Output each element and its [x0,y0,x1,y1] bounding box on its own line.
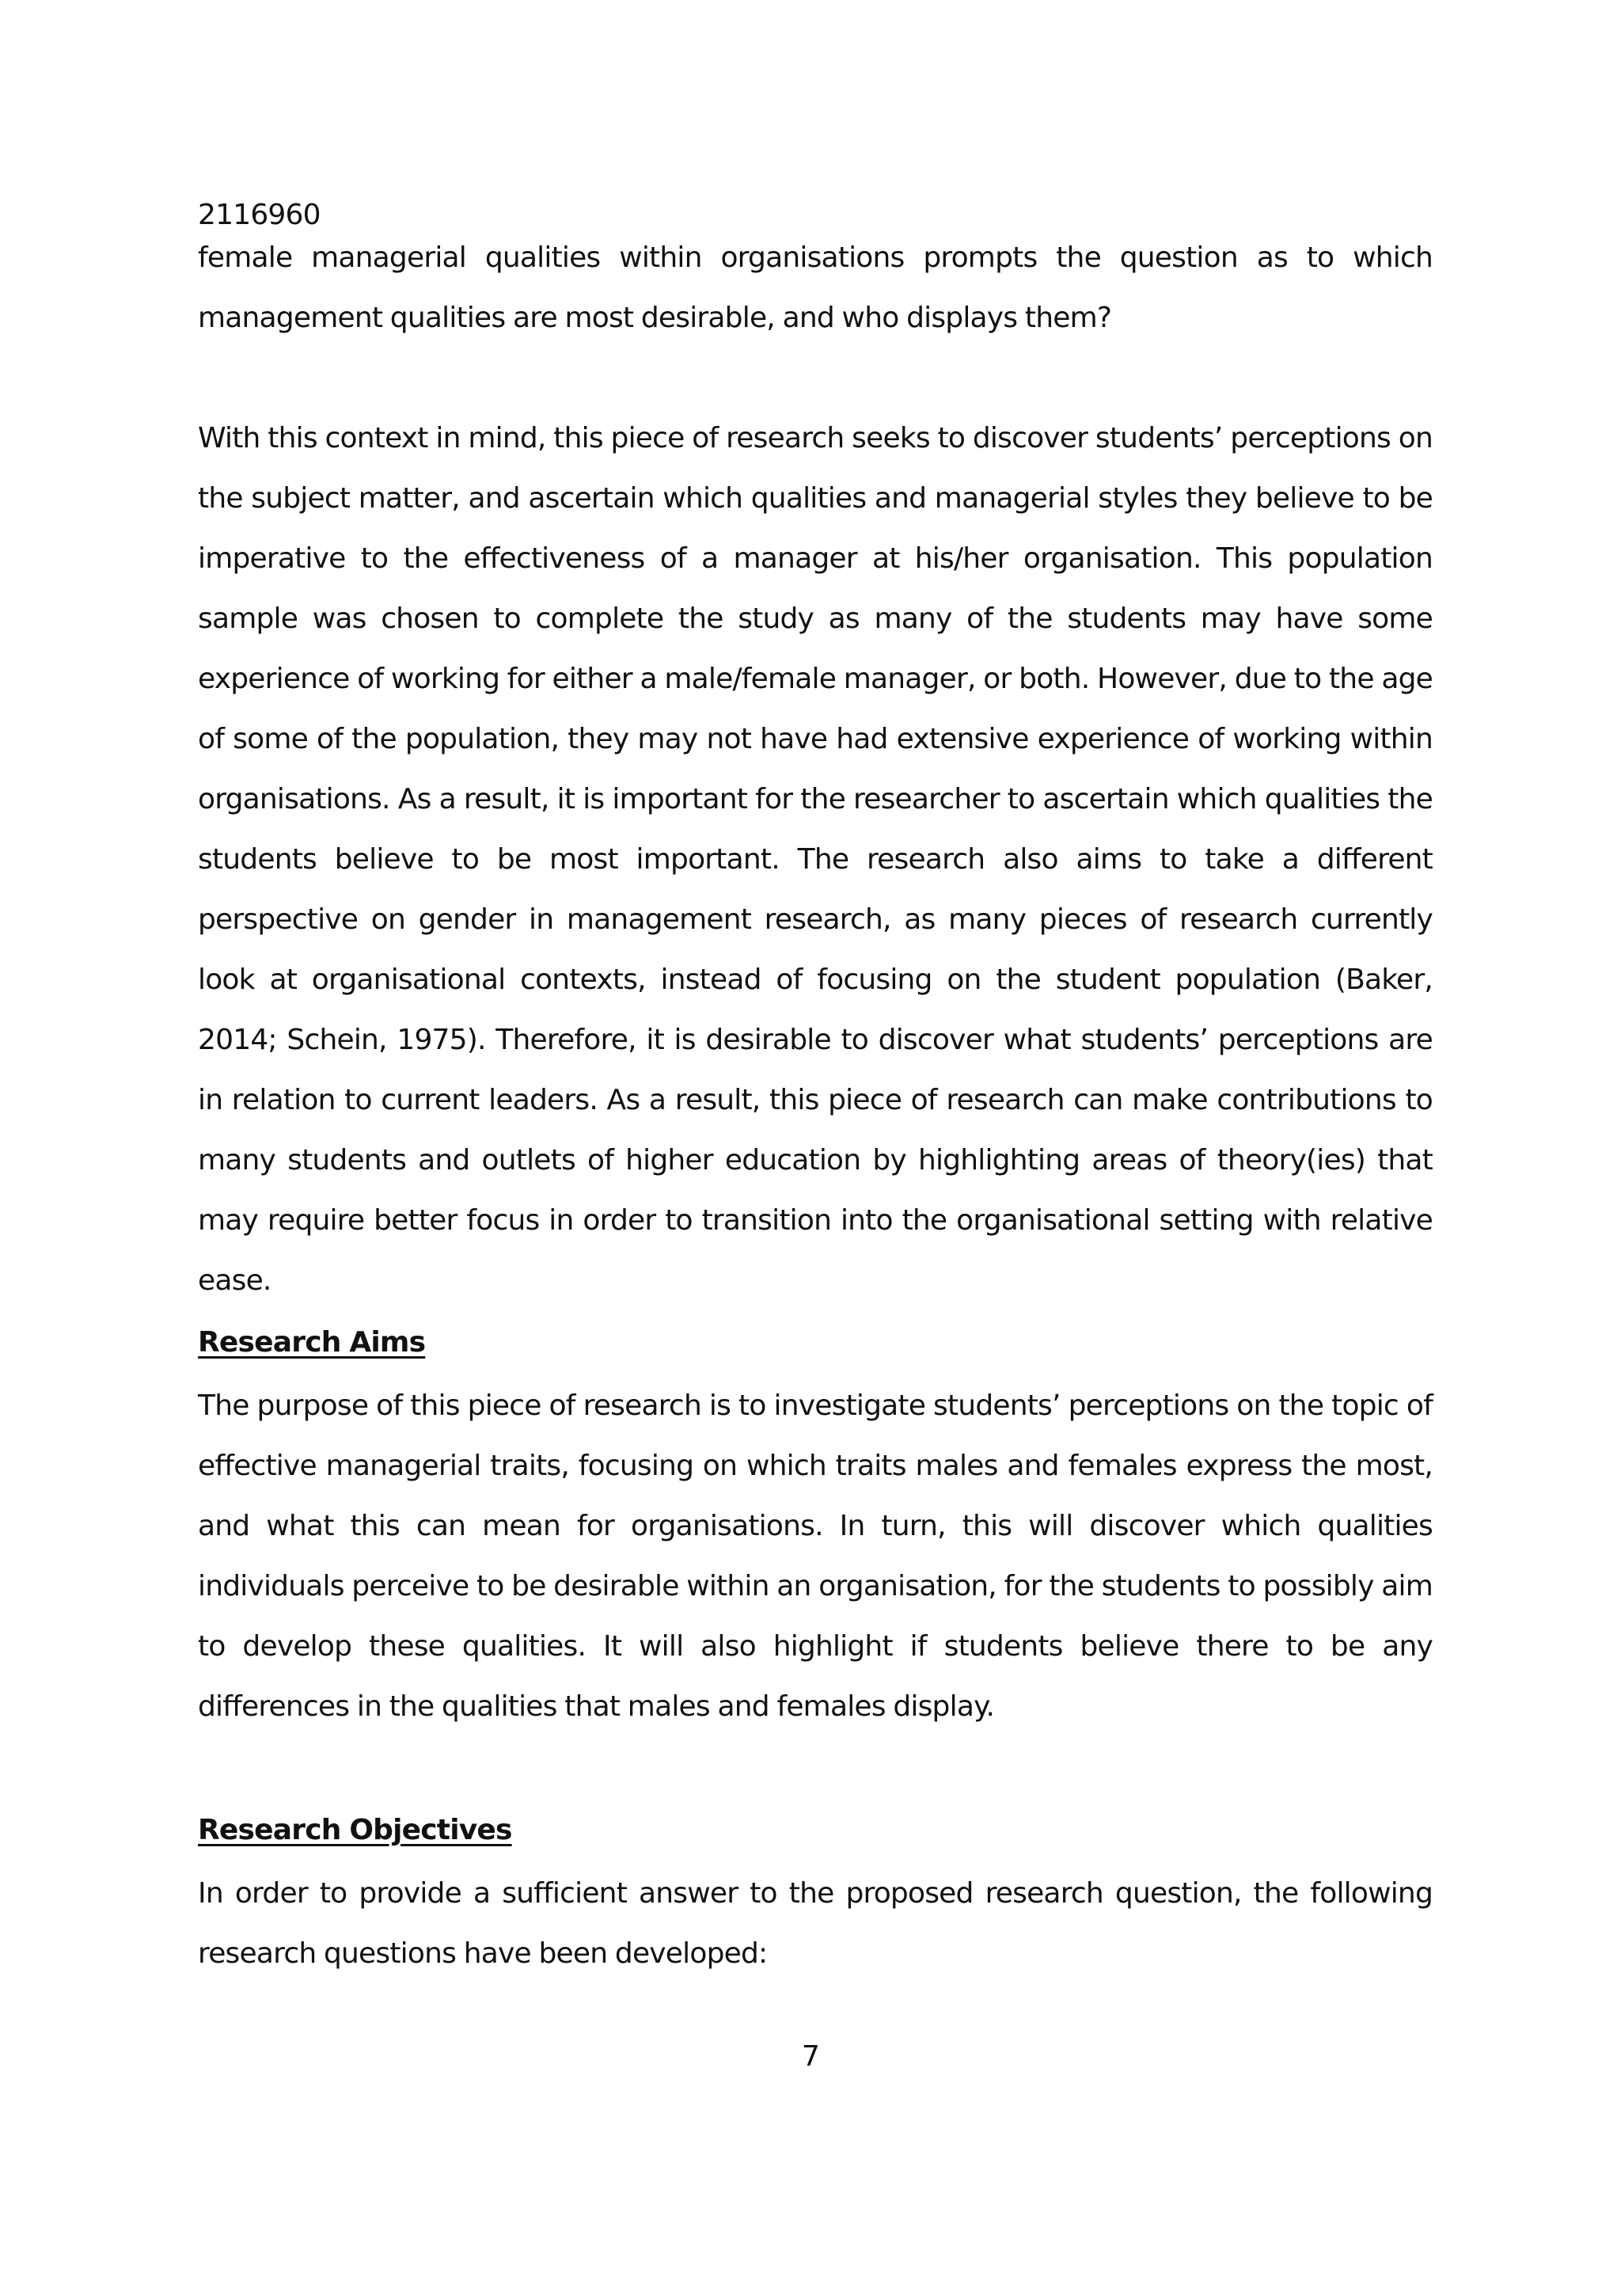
student-id: 2116960 [198,199,321,231]
paragraph-research-objectives: In order to provide a sufficient answer to the proposed research question, the following research questions have been developed: [198,1877,1433,1970]
paragraph-context: With this context in mind, this piece of research seeks to discover students’ perceptions on the subject matter, and ascertain which qualities and managerial styles they believe to be imperative to the effectiveness of a manager at his/her organisation. This population sample was chosen to complete the study as many of the students may have some experience of working for either a male/female manager, or both. However, due to the age of some of the population, they may not have had extensive experience of working within organisations. As a result, it is important for the researcher to ascertain which qualities the students believe to be most important. The research also aims to take a different perspective on gender in management research, as many pieces of research currently look at organisational contexts, instead of focusing on the student population (Baker, 2014; Schein, 1975). Therefore, it is desirable to discover what students’ perceptions are in relation to current leaders. As a result, this piece of research can make contributions to many students and outlets of higher education by highlighting areas of theory(ies) that may require better focus in order to transition into the organisational setting with relative ease. [198,422,1433,1297]
paragraph-intro-continued: female managerial qualities within organisations prompts the question as to which management qualities are most desirable, and who displays them? [198,241,1433,334]
heading-research-aims: Research Aims [198,1326,426,1359]
paragraph-research-aims: The purpose of this piece of research is to investigate students’ perceptions on the topic of effective managerial traits, focusing on which traits males and females express the most, and what this can mean for organisations. In turn, this will discover which qualities individuals perceive to be desirable within an organisation, for the students to possibly aim to develop these qualities. It will also highlight if students believe there to be any differences in the qualities that males and females display. [198,1389,1433,1723]
page-number: 7 [801,2040,820,2073]
heading-research-objectives: Research Objectives [198,1814,512,1846]
